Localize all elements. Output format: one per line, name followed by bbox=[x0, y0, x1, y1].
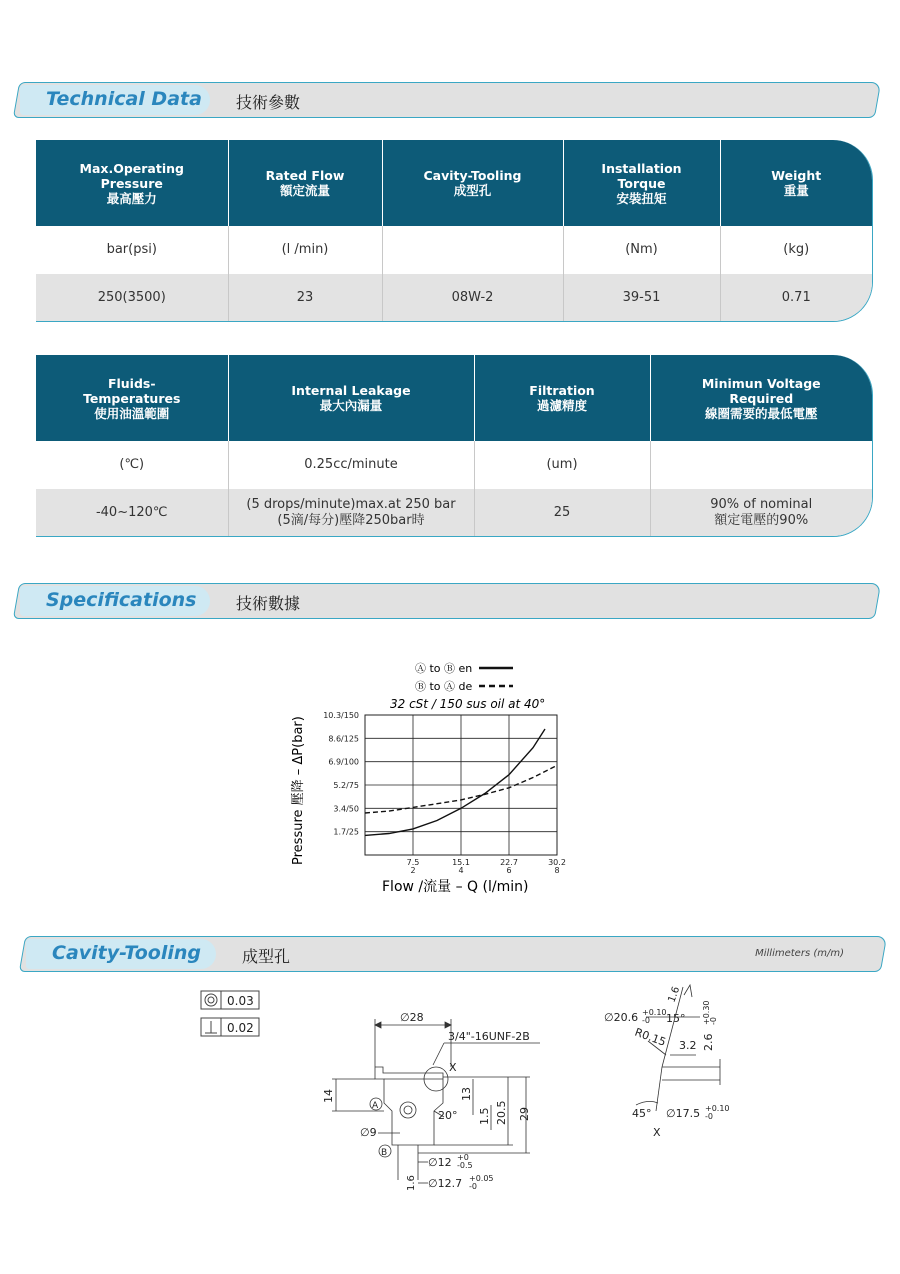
table-cell: (5 drops/minute)max.at 250 bar (5滴/每分)壓降250bar時 bbox=[228, 489, 474, 537]
dim-d12-tol-bottom: -0.5 bbox=[457, 1161, 473, 1170]
table-header-row bbox=[36, 355, 872, 441]
banner-title-zh: 技術參數 bbox=[236, 93, 301, 112]
table-cell: bar(psi) bbox=[36, 226, 228, 274]
dim-45deg: 45° bbox=[632, 1107, 652, 1120]
detail-x-label: X bbox=[653, 1126, 661, 1139]
specifications-banner bbox=[16, 583, 878, 619]
dim-d12-tol-top: +0 bbox=[457, 1153, 469, 1162]
table-cell: (l /min) bbox=[228, 226, 382, 274]
dim-d9: ∅9 bbox=[360, 1126, 377, 1139]
dim-d17-5-tol-top: +0.10 bbox=[705, 1104, 730, 1113]
port-b-label: B bbox=[381, 1148, 388, 1158]
dim-2-6-tol-bottom: -0 bbox=[709, 1017, 718, 1025]
table-cell: 250(3500) bbox=[36, 274, 228, 322]
header-filtration: Filtration 過濾精度 bbox=[474, 355, 650, 441]
table-header-row bbox=[36, 140, 872, 226]
table-unit-row bbox=[36, 441, 872, 489]
tolerance-boxes bbox=[200, 990, 262, 1040]
table-cell: 0.71 bbox=[720, 274, 872, 322]
table-cell: (Nm) bbox=[563, 226, 720, 274]
units-note: Millimeters (m/m) bbox=[755, 948, 844, 959]
table-cell: 39-51 bbox=[563, 274, 720, 322]
x-tick-label: 8 bbox=[554, 866, 560, 875]
legend-label-de: Ⓑ to Ⓐ de bbox=[415, 680, 473, 693]
dim-2-6-tol-top: +0.30 bbox=[702, 1000, 711, 1025]
detail-x-drawing bbox=[596, 975, 746, 1140]
x-tick-label: 6 bbox=[506, 866, 512, 875]
detail-x-label: X bbox=[449, 1061, 457, 1074]
dim-14: 14 bbox=[322, 1089, 335, 1103]
x-tick-label: 7.5 bbox=[406, 858, 420, 867]
table-cell: 08W-2 bbox=[382, 274, 563, 322]
x-tick-label: 2 bbox=[410, 866, 416, 875]
y-tick-label: 8.6/125 bbox=[328, 734, 359, 744]
pressure-flow-chart bbox=[280, 655, 610, 905]
dim-d12: ∅12 bbox=[428, 1156, 452, 1169]
port-a-label: A bbox=[372, 1101, 379, 1111]
x-tick-label: 22.7 bbox=[500, 858, 518, 867]
cavity-drawing bbox=[318, 1005, 548, 1200]
y-tick-label: 1.7/25 bbox=[333, 827, 359, 837]
table-cell: 0.25cc/minute bbox=[228, 441, 474, 489]
x-tick-label: 30.2 bbox=[548, 858, 566, 867]
dim-29: 29 bbox=[518, 1107, 531, 1121]
table-unit-row bbox=[36, 226, 872, 274]
table-cell: 90% of nominal 額定電壓的90% bbox=[650, 489, 872, 537]
banner-title-en: Technical Data bbox=[46, 88, 202, 110]
concentricity-icon bbox=[205, 994, 217, 1006]
dim-thread: 3/4"-16UNF-2B bbox=[448, 1030, 530, 1043]
table-cell bbox=[650, 441, 872, 489]
chart-svg bbox=[280, 655, 610, 905]
dim-d20-6: ∅20.6 bbox=[604, 1011, 639, 1024]
dim-d12-7-tol-bottom: -0 bbox=[469, 1182, 477, 1191]
banner-title-en: Specifications bbox=[46, 589, 197, 611]
technical-data-table bbox=[36, 140, 873, 322]
fluid-data-table bbox=[36, 355, 873, 537]
y-tick-label: 6.9/100 bbox=[328, 757, 359, 767]
dim-d28: ∅28 bbox=[400, 1011, 424, 1024]
dim-d17-5-tol-bottom: -0 bbox=[705, 1112, 713, 1121]
technical-data-banner bbox=[16, 82, 878, 118]
table-value-row bbox=[36, 489, 872, 537]
dim-d17-5: ∅17.5 bbox=[666, 1107, 701, 1120]
cavity-tooling-banner bbox=[22, 936, 884, 972]
dim-d20-6-tol-top: +0.10 bbox=[642, 1008, 667, 1017]
tolerance-value: 0.02 bbox=[227, 1021, 254, 1035]
header-internal-leakage: Internal Leakage 最大內漏量 bbox=[228, 355, 474, 441]
header-rated-flow: Rated Flow 額定流量 bbox=[228, 140, 382, 226]
dim-1-6: 1.6 bbox=[406, 1175, 417, 1191]
banner-title-en: Cavity-Tooling bbox=[52, 942, 201, 964]
dim-d12-7: ∅12.7 bbox=[428, 1177, 463, 1190]
dim-2-6: 2.6 bbox=[702, 1033, 715, 1051]
header-minimum-voltage: Minimun Voltage Required 線圈需要的最低電壓 bbox=[650, 355, 872, 441]
x-tick-label: 15.1 bbox=[452, 858, 470, 867]
table-cell: (um) bbox=[474, 441, 650, 489]
dim-15deg: 15° bbox=[666, 1012, 686, 1025]
table-cell: (℃) bbox=[36, 441, 228, 489]
header-installation-torque: Installation Torque 安裝扭矩 bbox=[563, 140, 720, 226]
tolerance-value: 0.03 bbox=[227, 994, 254, 1008]
y-tick-label: 10.3/150 bbox=[323, 711, 359, 720]
banner-title-zh: 技術數據 bbox=[236, 594, 301, 613]
table-cell bbox=[382, 226, 563, 274]
chart-title: 32 cSt / 150 sus oil at 40° bbox=[390, 697, 546, 711]
legend-label-en: Ⓐ to Ⓑ en bbox=[415, 662, 473, 675]
header-fluid-temperatures: Fluids- Temperatures 使用油溫範圍 bbox=[36, 355, 228, 441]
dim-r0-15: R0.15 bbox=[632, 1025, 668, 1049]
banner-title-zh: 成型孔 bbox=[242, 947, 291, 966]
table-value-row bbox=[36, 274, 872, 322]
header-cavity-tooling: Cavity-Tooling 成型孔 bbox=[382, 140, 563, 226]
plot-area bbox=[323, 711, 566, 875]
dim-20-5: 20.5 bbox=[495, 1100, 508, 1125]
y-tick-label: 3.4/50 bbox=[333, 804, 359, 814]
dim-3-2: 3.2 bbox=[679, 1039, 697, 1052]
dim-13: 13 bbox=[460, 1087, 473, 1101]
table-cell: -40~120℃ bbox=[36, 489, 228, 537]
dim-20deg: 20° bbox=[438, 1109, 458, 1122]
dim-1-5: 1.5 bbox=[478, 1107, 491, 1125]
x-tick-label: 4 bbox=[458, 866, 464, 875]
dim-1-6: 1.6 bbox=[666, 985, 683, 1005]
y-axis-label: Pressure 壓降 – ΔP(bar) bbox=[291, 716, 306, 865]
table-cell: (kg) bbox=[720, 226, 872, 274]
y-tick-label: 5.2/75 bbox=[333, 781, 359, 790]
series-line-en bbox=[365, 729, 545, 835]
dim-d12-7-tol-top: +0.05 bbox=[469, 1174, 494, 1183]
header-max-pressure: Max.Operating Pressure 最高壓力 bbox=[36, 140, 228, 226]
x-axis-label: Flow /流量 – Q (l/min) bbox=[382, 879, 529, 895]
table-cell: 23 bbox=[228, 274, 382, 322]
table-cell: 25 bbox=[474, 489, 650, 537]
dim-d20-6-tol-bottom: -0 bbox=[642, 1016, 650, 1025]
header-weight: Weight 重量 bbox=[720, 140, 872, 226]
